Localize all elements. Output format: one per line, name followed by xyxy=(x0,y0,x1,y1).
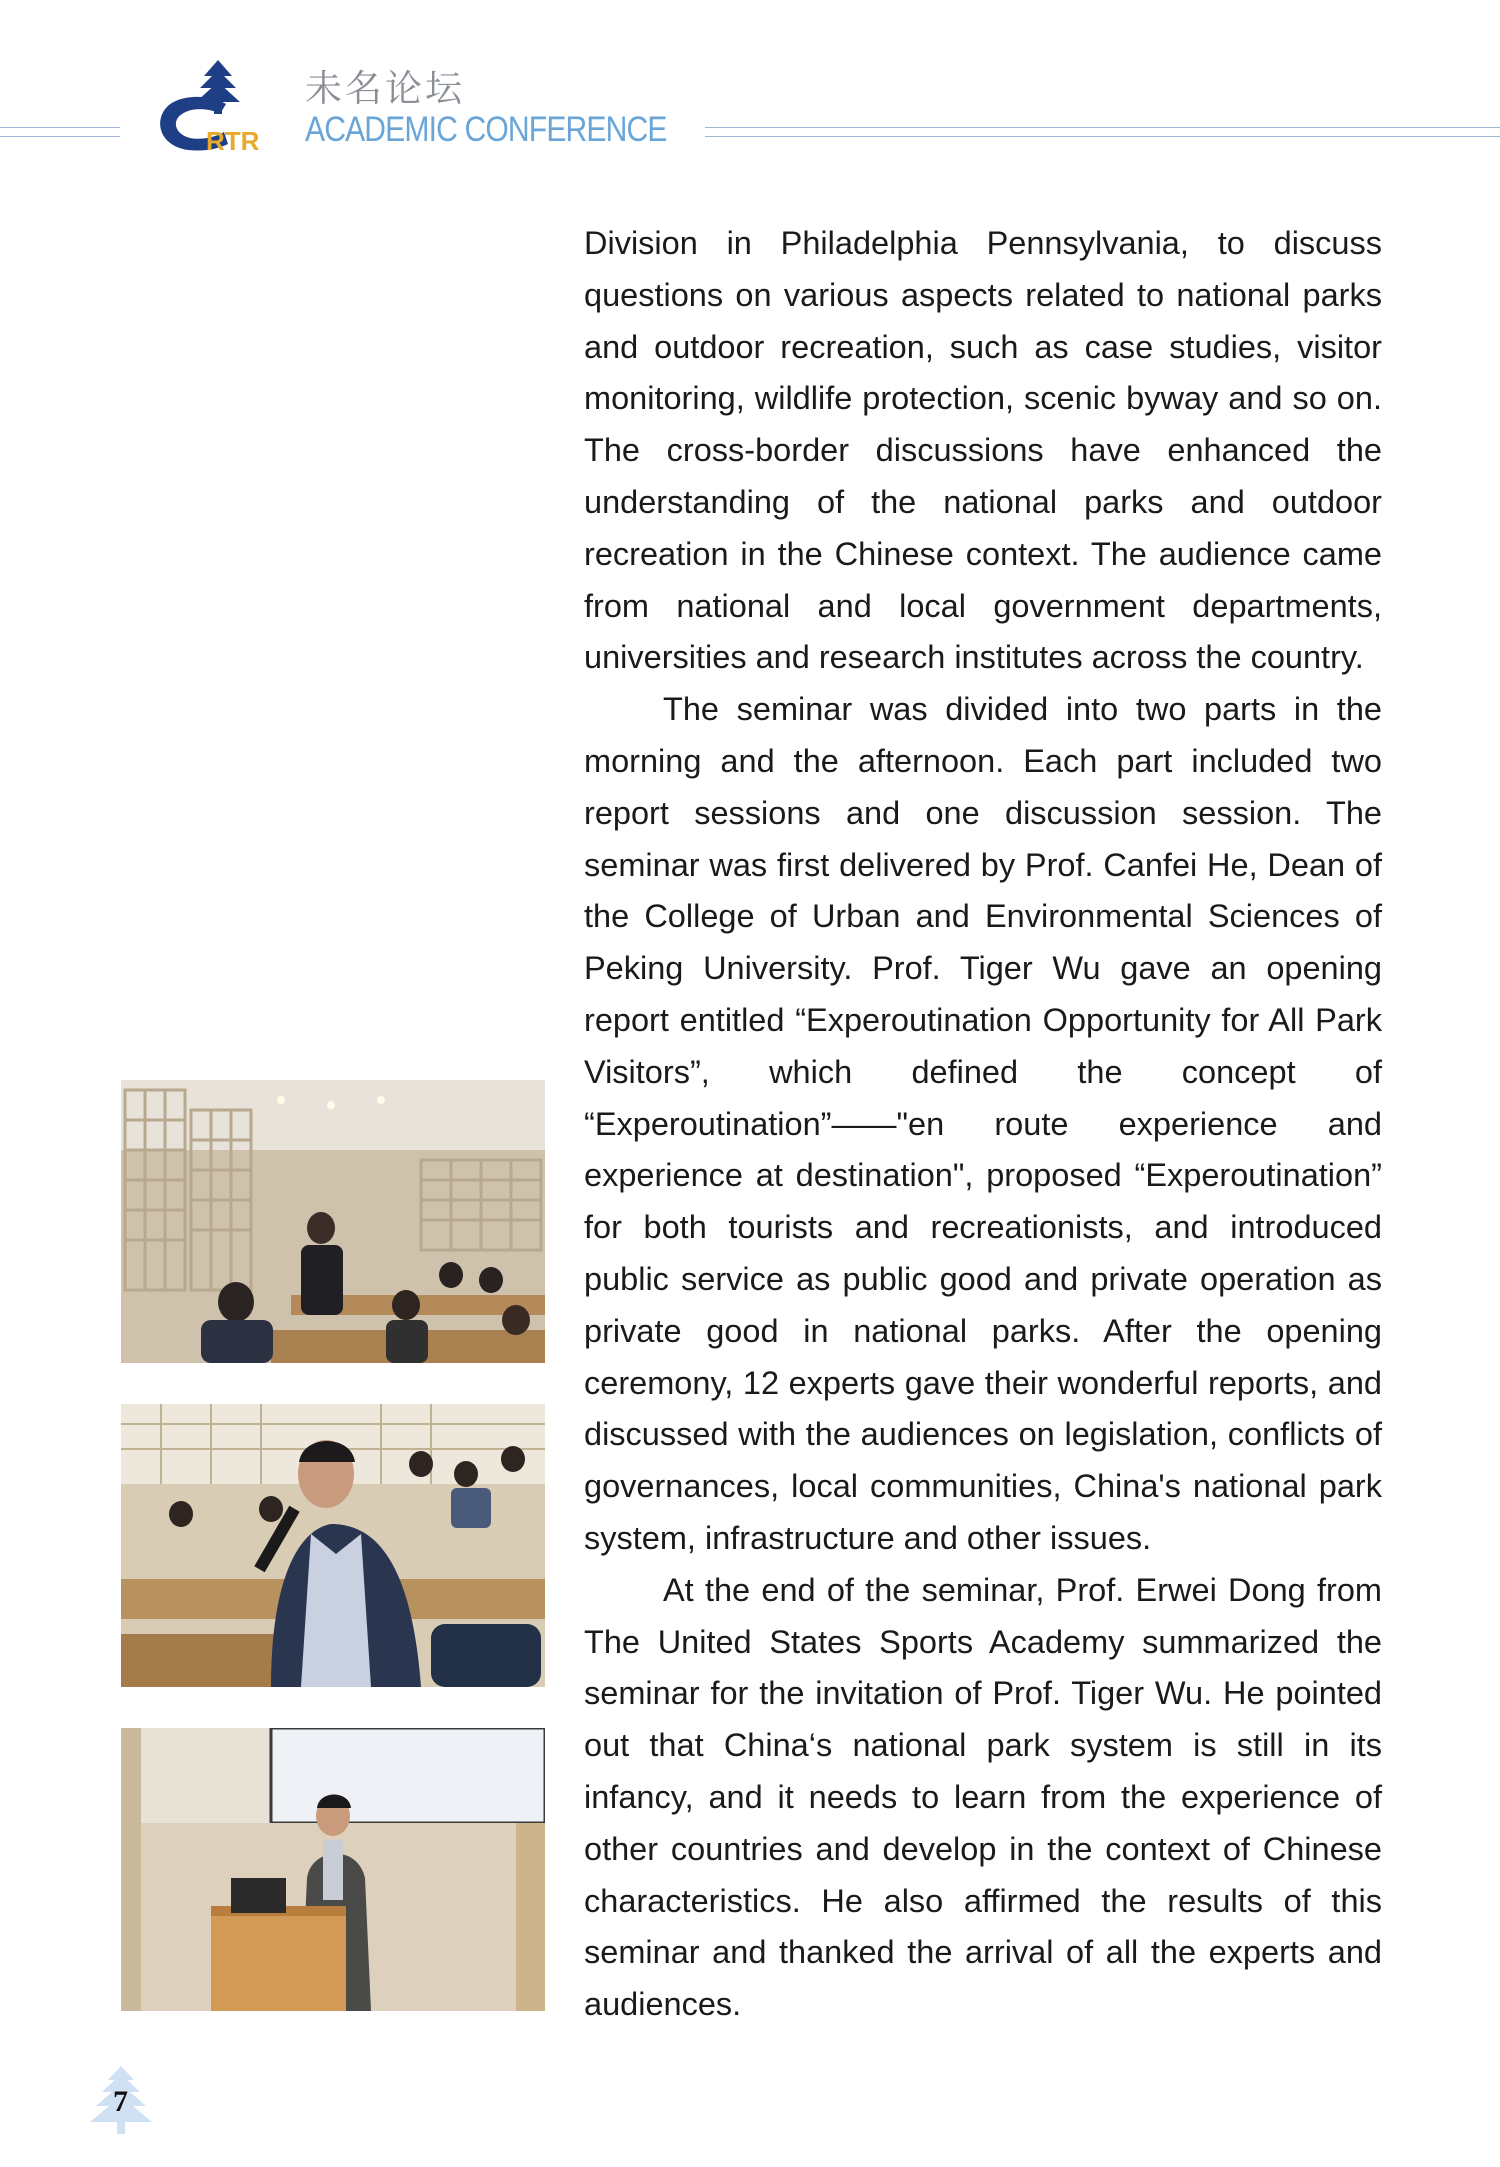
brand-english-title: ACADEMIC CONFERENCE xyxy=(305,110,667,149)
crtr-logo xyxy=(148,60,288,152)
paragraph-3: At the end of the seminar, Prof. Erwei Dong from The United States Sports Academy summarized the seminar for the invitation of Prof. Tiger Wu. He pointed out that China‘s national park system is still in its infancy, and it needs to learn from the experience of other countries and develop in the context of Chinese characteristics. He also affirmed the results of this seminar and thanked the arrival of all the experts and audiences. xyxy=(584,1571,1382,2023)
svg-text:RTR: RTR xyxy=(206,126,260,152)
header-rule-right-top xyxy=(705,127,1500,128)
header-rule-right-bottom xyxy=(705,136,1500,137)
brand-chinese-title: 未名论坛 xyxy=(305,67,465,110)
paragraph-1: Division in Philadelphia Pennsylvania, to discuss questions on various aspects related to national parks and outdoor recreation, such as case studies, visitor monitoring, wildlife protection, scenic byway and so on. The cross-border discussions have enhanced the understanding of the national parks and outdoor recreation in the Chinese context. The audience came from national and local government departments, universities and research institutes across the country. xyxy=(584,225,1382,676)
header-rule-left-top xyxy=(0,127,120,128)
photo-audience-question xyxy=(121,1080,545,1363)
article-body xyxy=(584,218,1382,2031)
page-number: 7 xyxy=(113,2085,128,2118)
photo-speaker-podium xyxy=(121,1728,545,2011)
photo-participant-microphone xyxy=(121,1404,545,1687)
paragraph-2: The seminar was divided into two parts in the morning and the afternoon. Each part included two report sessions and one discussion session. The seminar was first delivered by Prof. Canfei He, Dean of the College of Urban and Environmental Sciences of Peking University. Prof. Tiger Wu gave an opening report entitled “Experoutination Opportunity for All Park Visitors”, which defined the concept of “Experoutination”——"en route experience and experience at destination", proposed “Experoutination” for both tourists and recreationists, and introduced public service as public good and private operation as private good in national parks. After the opening ceremony, 12 experts gave their wonderful reports, and discussed with the audiences on legislation, conflicts of governances, local communities, China's national park system, infrastructure and other issues. xyxy=(584,691,1382,1556)
header-rule-left-bottom xyxy=(0,136,120,137)
